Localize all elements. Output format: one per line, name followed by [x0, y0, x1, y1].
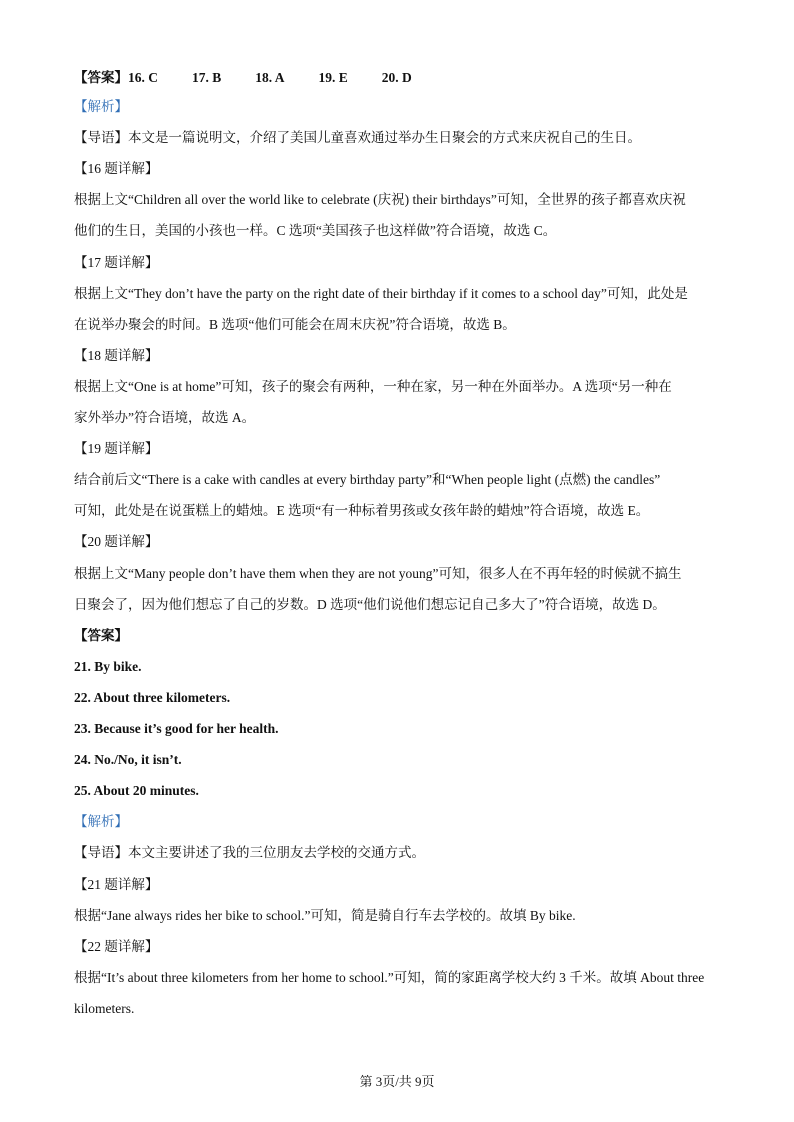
text-line: 根据上文“They don’t have the party on the right date of their birthday if it comes to a school day”可知，此处是 [74, 286, 688, 301]
answer-label: 【答案】 [74, 70, 128, 85]
section-label: 【解析】 [74, 814, 128, 829]
text-line: 【16 题详解】 [74, 161, 159, 176]
text-line: 根据上文“Children all over the world like to celebrate (庆祝) their birthdays”可知，全世界的孩子都喜欢庆祝 [74, 192, 686, 207]
text-line: 【导语】本文是一篇说明文，介绍了美国儿童喜欢通过举办生日聚会的方式来庆祝自己的生日。 [74, 130, 641, 145]
text-line: 【17 题详解】 [74, 255, 159, 270]
answer-line: 【答案】 [74, 628, 128, 643]
text-line: 在说举办聚会的时间。B 选项“他们可能会在周末庆祝”符合语境，故选 B。 [74, 317, 516, 332]
text-line: 【21 题详解】 [74, 877, 159, 892]
answer-18: 18. A [255, 70, 285, 85]
page-footer: 第 3页/共 9页 [359, 1074, 435, 1089]
answer-line: 24. No./No, it isn’t. [74, 752, 182, 767]
text-line: 【19 题详解】 [74, 441, 159, 456]
text-line: 结合前后文“There is a cake with candles at every birthday party”和“When people light (点燃) the candles” [74, 472, 661, 487]
answer-20: 20. D [381, 70, 412, 85]
answer-19: 19. E [318, 70, 348, 85]
answer-line: 23. Because it’s good for her health. [74, 721, 279, 736]
text-line: 根据上文“Many people don’t have them when they are not young”可知，很多人在不再年轻的时候就不搞生 [74, 566, 682, 581]
text-line: kilometers. [74, 1001, 135, 1016]
section-label: 【解析】 [74, 99, 128, 114]
answer-line: 21. By bike. [74, 659, 142, 674]
answer-line: 22. About three kilometers. [74, 690, 231, 705]
text-line: 根据“It’s about three kilometers from her home to school.”可知，简的家距离学校大约 3 千米。故填 About three [74, 970, 705, 985]
answer-row [74, 66, 446, 86]
text-line: 根据“Jane always rides her bike to school.”可知，简是骑自行车去学校的。故填 By bike. [74, 908, 576, 923]
text-line: 【18 题详解】 [74, 348, 159, 363]
answer-17: 17. B [192, 70, 222, 85]
answer-line: 25. About 20 minutes. [74, 783, 199, 798]
text-line: 【导语】本文主要讲述了我的三位朋友去学校的交通方式。 [74, 845, 425, 860]
text-line: 【20 题详解】 [74, 534, 159, 549]
text-line: 他们的生日，美国的小孩也一样。C 选项“美国孩子也这样做”符合语境，故选 C。 [74, 223, 557, 238]
answer-16: 16. C [128, 70, 158, 85]
text-line: 家外举办”符合语境，故选 A。 [74, 410, 256, 425]
text-line: 日聚会了，因为他们想忘了自己的岁数。D 选项“他们说他们想忘记自己多大了”符合语境，故选 D。 [74, 597, 666, 612]
text-line: 根据上文“One is at home”可知，孩子的聚会有两种，一种在家，另一种在外面举办。A 选项“另一种在 [74, 379, 672, 394]
text-line: 可知，此处是在说蛋糕上的蜡烛。E 选项“有一种标着男孩或女孩年龄的蜡烛”符合语境，故选 E。 [74, 503, 650, 518]
text-line: 【22 题详解】 [74, 939, 159, 954]
